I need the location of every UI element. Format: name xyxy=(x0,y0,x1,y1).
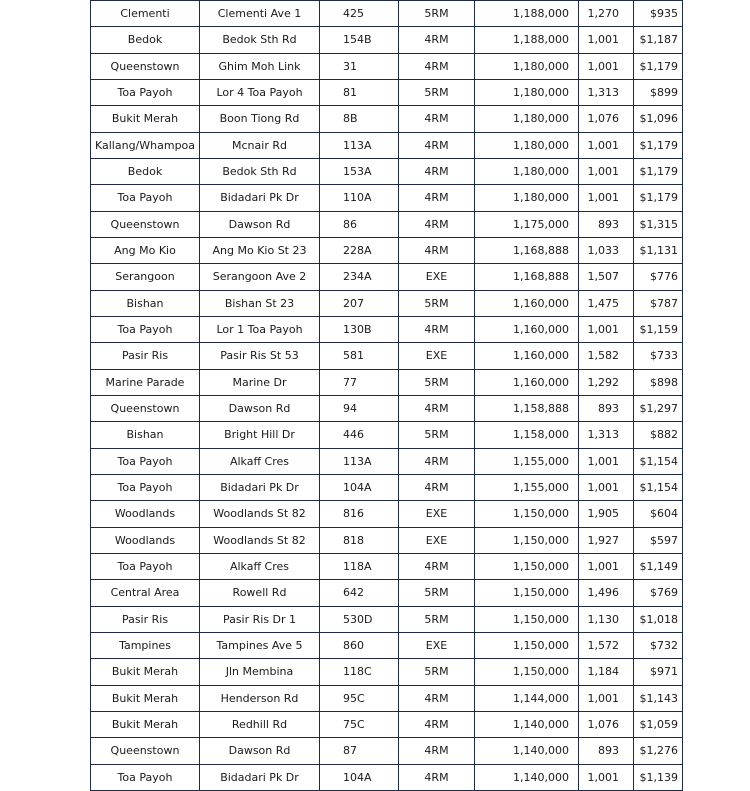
block-cell: 228A xyxy=(320,237,399,263)
flat-type-cell: 4RM xyxy=(399,711,475,737)
flat-type-cell: 4RM xyxy=(399,395,475,421)
flat-type-cell: 4RM xyxy=(399,185,475,211)
table-row xyxy=(91,580,683,606)
table-row xyxy=(91,237,683,263)
table-row xyxy=(91,606,683,632)
area-cell: 1,001 xyxy=(579,474,634,500)
street-cell: Dawson Rd xyxy=(200,738,320,764)
table-row xyxy=(91,106,683,132)
psf-cell: $898 xyxy=(634,369,683,395)
street-cell: Dawson Rd xyxy=(200,395,320,421)
street-cell: Ghim Moh Link xyxy=(200,53,320,79)
street-cell: Bright Hill Dr xyxy=(200,422,320,448)
street-cell: Lor 4 Toa Payoh xyxy=(200,79,320,105)
table-body xyxy=(91,1,683,791)
table-row xyxy=(91,1,683,27)
area-cell: 1,927 xyxy=(579,527,634,553)
table-row xyxy=(91,659,683,685)
area-cell: 1,076 xyxy=(579,711,634,737)
town-cell: Queenstown xyxy=(91,53,200,79)
block-cell: 154B xyxy=(320,27,399,53)
street-cell: Lor 1 Toa Payoh xyxy=(200,316,320,342)
area-cell: 1,001 xyxy=(579,158,634,184)
psf-cell: $787 xyxy=(634,290,683,316)
psf-cell: $776 xyxy=(634,264,683,290)
town-cell: Toa Payoh xyxy=(91,474,200,500)
town-cell: Bukit Merah xyxy=(91,106,200,132)
block-cell: 77 xyxy=(320,369,399,395)
town-cell: Bishan xyxy=(91,290,200,316)
flat-type-cell: 5RM xyxy=(399,606,475,632)
town-cell: Toa Payoh xyxy=(91,448,200,474)
area-cell: 1,130 xyxy=(579,606,634,632)
price-cell: 1,160,000 xyxy=(475,316,579,342)
block-cell: 95C xyxy=(320,685,399,711)
flat-type-cell: 4RM xyxy=(399,106,475,132)
table-row xyxy=(91,501,683,527)
price-cell: 1,140,000 xyxy=(475,764,579,790)
price-cell: 1,150,000 xyxy=(475,553,579,579)
flat-type-cell: 5RM xyxy=(399,422,475,448)
psf-cell: $882 xyxy=(634,422,683,448)
psf-cell: $1,059 xyxy=(634,711,683,737)
town-cell: Queenstown xyxy=(91,395,200,421)
psf-cell: $1,018 xyxy=(634,606,683,632)
psf-cell: $1,139 xyxy=(634,764,683,790)
psf-cell: $1,179 xyxy=(634,158,683,184)
psf-cell: $1,187 xyxy=(634,27,683,53)
street-cell: Henderson Rd xyxy=(200,685,320,711)
table-row xyxy=(91,185,683,211)
area-cell: 1,496 xyxy=(579,580,634,606)
flat-type-cell: EXE xyxy=(399,527,475,553)
flat-type-cell: 5RM xyxy=(399,580,475,606)
street-cell: Dawson Rd xyxy=(200,211,320,237)
price-cell: 1,150,000 xyxy=(475,606,579,632)
price-cell: 1,188,000 xyxy=(475,1,579,27)
block-cell: 153A xyxy=(320,158,399,184)
price-cell: 1,160,000 xyxy=(475,343,579,369)
area-cell: 1,001 xyxy=(579,27,634,53)
area-cell: 1,001 xyxy=(579,132,634,158)
street-cell: Alkaff Cres xyxy=(200,448,320,474)
psf-cell: $1,297 xyxy=(634,395,683,421)
area-cell: 1,507 xyxy=(579,264,634,290)
psf-cell: $1,131 xyxy=(634,237,683,263)
street-cell: Bedok Sth Rd xyxy=(200,27,320,53)
price-cell: 1,188,000 xyxy=(475,27,579,53)
block-cell: 118A xyxy=(320,553,399,579)
price-cell: 1,150,000 xyxy=(475,501,579,527)
table-row xyxy=(91,211,683,237)
price-cell: 1,155,000 xyxy=(475,448,579,474)
price-cell: 1,175,000 xyxy=(475,211,579,237)
psf-cell: $1,154 xyxy=(634,448,683,474)
area-cell: 1,076 xyxy=(579,106,634,132)
flat-type-cell: 4RM xyxy=(399,158,475,184)
psf-cell: $1,154 xyxy=(634,474,683,500)
street-cell: Clementi Ave 1 xyxy=(200,1,320,27)
flat-type-cell: 4RM xyxy=(399,448,475,474)
psf-cell: $1,143 xyxy=(634,685,683,711)
psf-cell: $733 xyxy=(634,343,683,369)
street-cell: Bidadari Pk Dr xyxy=(200,474,320,500)
town-cell: Tampines xyxy=(91,632,200,658)
price-cell: 1,180,000 xyxy=(475,53,579,79)
flat-type-cell: 4RM xyxy=(399,738,475,764)
town-cell: Serangoon xyxy=(91,264,200,290)
block-cell: 118C xyxy=(320,659,399,685)
block-cell: 86 xyxy=(320,211,399,237)
street-cell: Jln Membina xyxy=(200,659,320,685)
town-cell: Toa Payoh xyxy=(91,79,200,105)
table-row xyxy=(91,738,683,764)
flat-type-cell: EXE xyxy=(399,343,475,369)
psf-cell: $899 xyxy=(634,79,683,105)
flat-type-cell: 5RM xyxy=(399,290,475,316)
area-cell: 1,572 xyxy=(579,632,634,658)
price-cell: 1,168,888 xyxy=(475,264,579,290)
block-cell: 94 xyxy=(320,395,399,421)
table-row xyxy=(91,685,683,711)
street-cell: Bidadari Pk Dr xyxy=(200,185,320,211)
flat-type-cell: 4RM xyxy=(399,316,475,342)
flat-type-cell: 5RM xyxy=(399,369,475,395)
town-cell: Central Area xyxy=(91,580,200,606)
table-row xyxy=(91,632,683,658)
flat-type-cell: 4RM xyxy=(399,132,475,158)
table-row xyxy=(91,132,683,158)
block-cell: 104A xyxy=(320,474,399,500)
table-row xyxy=(91,395,683,421)
price-cell: 1,160,000 xyxy=(475,369,579,395)
price-cell: 1,150,000 xyxy=(475,632,579,658)
price-cell: 1,180,000 xyxy=(475,185,579,211)
town-cell: Bukit Merah xyxy=(91,685,200,711)
block-cell: 234A xyxy=(320,264,399,290)
psf-cell: $1,096 xyxy=(634,106,683,132)
block-cell: 530D xyxy=(320,606,399,632)
flat-type-cell: 4RM xyxy=(399,553,475,579)
psf-cell: $971 xyxy=(634,659,683,685)
town-cell: Bishan xyxy=(91,422,200,448)
area-cell: 893 xyxy=(579,738,634,764)
price-cell: 1,180,000 xyxy=(475,79,579,105)
area-cell: 1,001 xyxy=(579,316,634,342)
block-cell: 31 xyxy=(320,53,399,79)
psf-cell: $935 xyxy=(634,1,683,27)
block-cell: 818 xyxy=(320,527,399,553)
psf-cell: $1,315 xyxy=(634,211,683,237)
block-cell: 446 xyxy=(320,422,399,448)
town-cell: Ang Mo Kio xyxy=(91,237,200,263)
town-cell: Bedok xyxy=(91,27,200,53)
area-cell: 1,001 xyxy=(579,764,634,790)
area-cell: 1,270 xyxy=(579,1,634,27)
area-cell: 1,292 xyxy=(579,369,634,395)
town-cell: Queenstown xyxy=(91,211,200,237)
price-cell: 1,150,000 xyxy=(475,580,579,606)
block-cell: 81 xyxy=(320,79,399,105)
table-row xyxy=(91,53,683,79)
area-cell: 1,184 xyxy=(579,659,634,685)
street-cell: Bedok Sth Rd xyxy=(200,158,320,184)
town-cell: Toa Payoh xyxy=(91,316,200,342)
block-cell: 8B xyxy=(320,106,399,132)
town-cell: Clementi xyxy=(91,1,200,27)
transactions-table xyxy=(90,0,683,791)
psf-cell: $769 xyxy=(634,580,683,606)
street-cell: Woodlands St 82 xyxy=(200,501,320,527)
town-cell: Kallang/Whampoa xyxy=(91,132,200,158)
town-cell: Bukit Merah xyxy=(91,659,200,685)
price-cell: 1,140,000 xyxy=(475,711,579,737)
street-cell: Serangoon Ave 2 xyxy=(200,264,320,290)
price-cell: 1,158,000 xyxy=(475,422,579,448)
street-cell: Rowell Rd xyxy=(200,580,320,606)
table-row xyxy=(91,316,683,342)
psf-cell: $597 xyxy=(634,527,683,553)
block-cell: 110A xyxy=(320,185,399,211)
block-cell: 642 xyxy=(320,580,399,606)
price-cell: 1,150,000 xyxy=(475,659,579,685)
price-cell: 1,140,000 xyxy=(475,738,579,764)
town-cell: Woodlands xyxy=(91,527,200,553)
table-row xyxy=(91,711,683,737)
town-cell: Bedok xyxy=(91,158,200,184)
town-cell: Pasir Ris xyxy=(91,606,200,632)
area-cell: 1,001 xyxy=(579,53,634,79)
area-cell: 1,001 xyxy=(579,185,634,211)
table-row xyxy=(91,474,683,500)
street-cell: Bidadari Pk Dr xyxy=(200,764,320,790)
table-row xyxy=(91,343,683,369)
town-cell: Woodlands xyxy=(91,501,200,527)
psf-cell: $732 xyxy=(634,632,683,658)
town-cell: Bukit Merah xyxy=(91,711,200,737)
street-cell: Bishan St 23 xyxy=(200,290,320,316)
price-cell: 1,180,000 xyxy=(475,106,579,132)
block-cell: 104A xyxy=(320,764,399,790)
table-row xyxy=(91,553,683,579)
town-cell: Toa Payoh xyxy=(91,764,200,790)
price-cell: 1,160,000 xyxy=(475,290,579,316)
block-cell: 130B xyxy=(320,316,399,342)
table-row xyxy=(91,527,683,553)
psf-cell: $1,276 xyxy=(634,738,683,764)
psf-cell: $604 xyxy=(634,501,683,527)
town-cell: Marine Parade xyxy=(91,369,200,395)
street-cell: Boon Tiong Rd xyxy=(200,106,320,132)
flat-type-cell: 4RM xyxy=(399,474,475,500)
psf-cell: $1,179 xyxy=(634,185,683,211)
flat-type-cell: 4RM xyxy=(399,211,475,237)
price-cell: 1,155,000 xyxy=(475,474,579,500)
block-cell: 87 xyxy=(320,738,399,764)
flat-type-cell: EXE xyxy=(399,501,475,527)
price-cell: 1,168,888 xyxy=(475,237,579,263)
area-cell: 1,001 xyxy=(579,553,634,579)
block-cell: 113A xyxy=(320,448,399,474)
block-cell: 75C xyxy=(320,711,399,737)
street-cell: Mcnair Rd xyxy=(200,132,320,158)
street-cell: Ang Mo Kio St 23 xyxy=(200,237,320,263)
flat-type-cell: 4RM xyxy=(399,764,475,790)
table-row xyxy=(91,158,683,184)
flat-type-cell: EXE xyxy=(399,264,475,290)
area-cell: 1,001 xyxy=(579,685,634,711)
street-cell: Pasir Ris Dr 1 xyxy=(200,606,320,632)
block-cell: 860 xyxy=(320,632,399,658)
street-cell: Pasir Ris St 53 xyxy=(200,343,320,369)
table-row xyxy=(91,290,683,316)
town-cell: Toa Payoh xyxy=(91,553,200,579)
flat-type-cell: 4RM xyxy=(399,685,475,711)
town-cell: Toa Payoh xyxy=(91,185,200,211)
table-row xyxy=(91,369,683,395)
price-cell: 1,180,000 xyxy=(475,158,579,184)
table-row xyxy=(91,764,683,790)
area-cell: 893 xyxy=(579,211,634,237)
table-row xyxy=(91,448,683,474)
street-cell: Tampines Ave 5 xyxy=(200,632,320,658)
flat-type-cell: 5RM xyxy=(399,1,475,27)
flat-type-cell: 5RM xyxy=(399,659,475,685)
area-cell: 1,313 xyxy=(579,422,634,448)
street-cell: Woodlands St 82 xyxy=(200,527,320,553)
block-cell: 113A xyxy=(320,132,399,158)
block-cell: 207 xyxy=(320,290,399,316)
flat-type-cell: 4RM xyxy=(399,27,475,53)
area-cell: 1,033 xyxy=(579,237,634,263)
block-cell: 581 xyxy=(320,343,399,369)
flat-type-cell: EXE xyxy=(399,632,475,658)
area-cell: 1,475 xyxy=(579,290,634,316)
area-cell: 1,313 xyxy=(579,79,634,105)
area-cell: 893 xyxy=(579,395,634,421)
price-cell: 1,180,000 xyxy=(475,132,579,158)
area-cell: 1,582 xyxy=(579,343,634,369)
table-row xyxy=(91,27,683,53)
price-cell: 1,158,888 xyxy=(475,395,579,421)
price-cell: 1,144,000 xyxy=(475,685,579,711)
area-cell: 1,905 xyxy=(579,501,634,527)
table-row xyxy=(91,264,683,290)
area-cell: 1,001 xyxy=(579,448,634,474)
psf-cell: $1,179 xyxy=(634,53,683,79)
price-cell: 1,150,000 xyxy=(475,527,579,553)
flat-type-cell: 4RM xyxy=(399,53,475,79)
flat-type-cell: 4RM xyxy=(399,237,475,263)
psf-cell: $1,159 xyxy=(634,316,683,342)
psf-cell: $1,149 xyxy=(634,553,683,579)
street-cell: Marine Dr xyxy=(200,369,320,395)
street-cell: Redhill Rd xyxy=(200,711,320,737)
table-row xyxy=(91,422,683,448)
flat-type-cell: 5RM xyxy=(399,79,475,105)
block-cell: 425 xyxy=(320,1,399,27)
block-cell: 816 xyxy=(320,501,399,527)
town-cell: Pasir Ris xyxy=(91,343,200,369)
psf-cell: $1,179 xyxy=(634,132,683,158)
table-row xyxy=(91,79,683,105)
town-cell: Queenstown xyxy=(91,738,200,764)
street-cell: Alkaff Cres xyxy=(200,553,320,579)
